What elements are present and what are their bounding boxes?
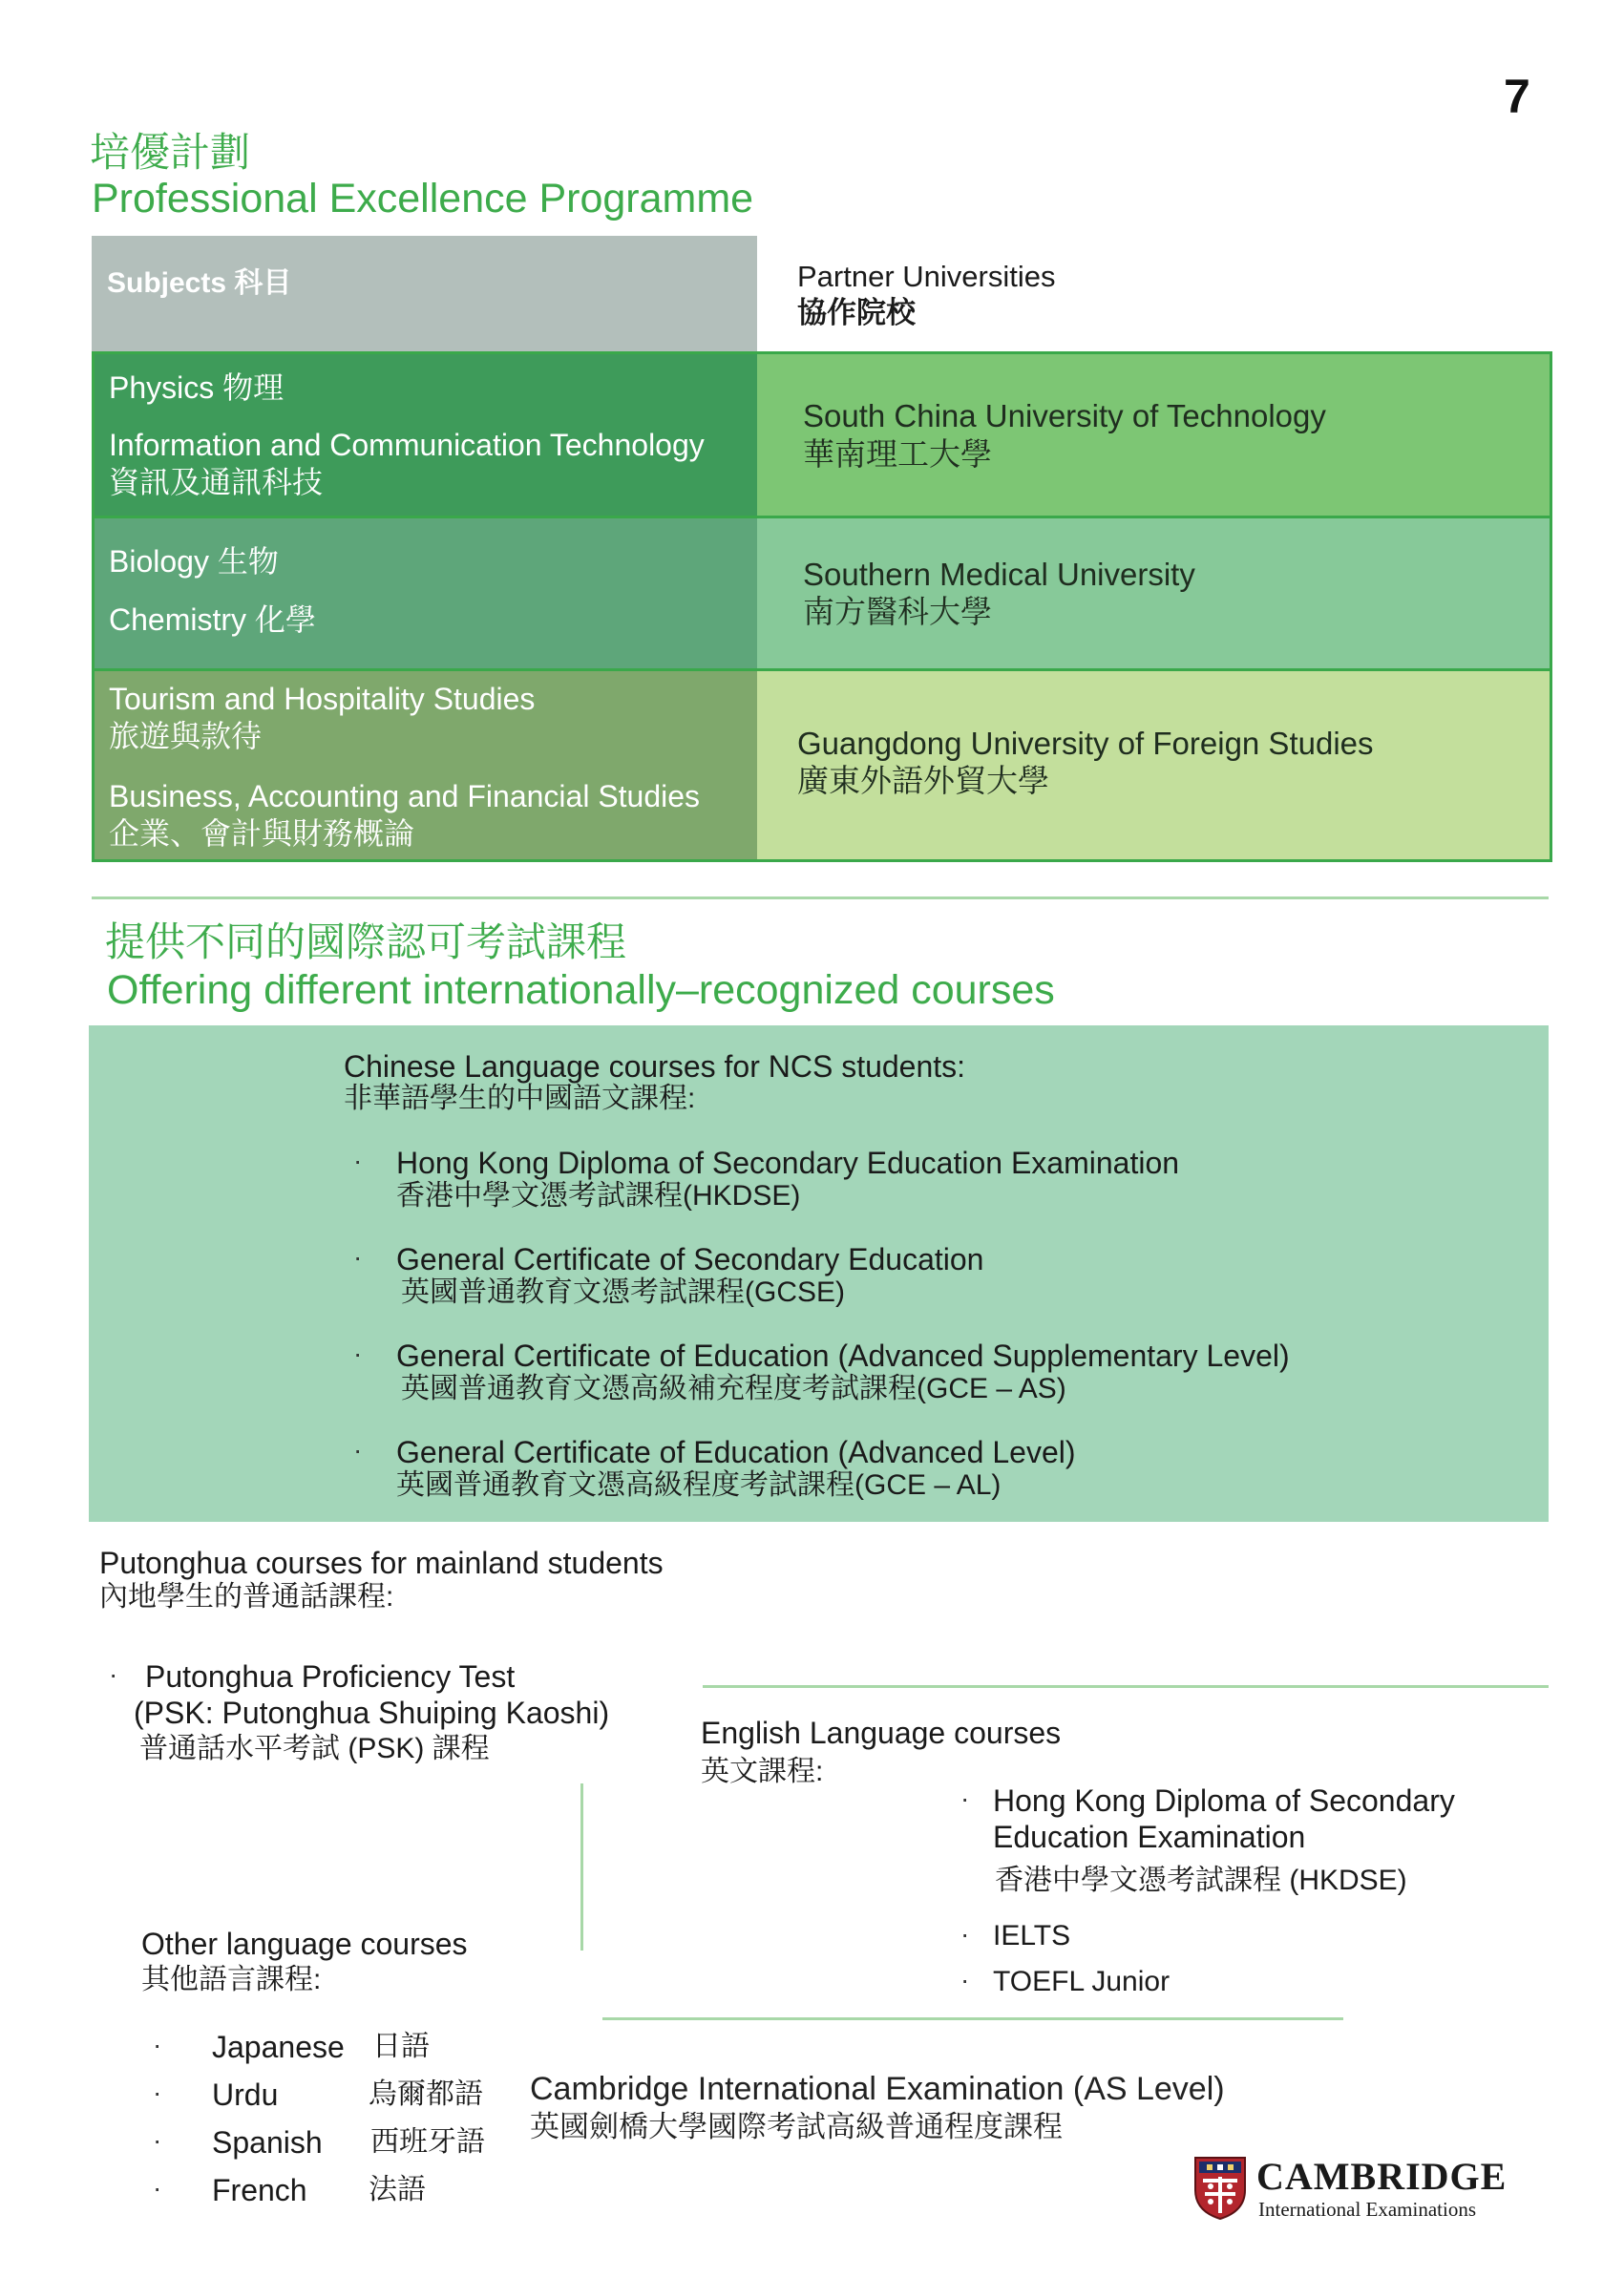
putonghua-heading-zh: 內地學生的普通話課程:	[99, 1581, 394, 1613]
page-number: 7	[1504, 70, 1530, 123]
english-divider	[703, 1685, 1549, 1688]
list-bullet: ·	[960, 1965, 970, 1994]
cambridge-line-zh: 英國劍橋大學國際考試高級普通程度課程	[530, 2110, 1063, 2143]
cambridge-crest-icon	[1193, 2156, 1247, 2221]
row3-university-zh: 廣東外語外貿大學	[797, 763, 1049, 798]
ncs-item-1-zh: 香港中學文憑考試課程(HKDSE)	[396, 1180, 801, 1212]
other-heading-en: Other language courses	[141, 1927, 468, 1961]
english-heading-en: English Language courses	[701, 1716, 1062, 1750]
ncs-heading-zh: 非華語學生的中國語文課程:	[344, 1083, 696, 1114]
courses-title-zh: 提供不同的國際認可考試課程	[105, 918, 627, 965]
other-item-4-zh: 法語	[369, 2174, 426, 2205]
header-partner-zh: 協作院校	[797, 296, 916, 329]
ncs-item-2-en: General Certificate of Secondary Education	[396, 1242, 984, 1276]
pep-title-en: Professional Excellence Programme	[92, 176, 754, 221]
other-item-1-en: Japanese	[212, 2030, 345, 2064]
list-bullet: ·	[353, 1146, 363, 1175]
english-heading-zh: 英文課程:	[701, 1756, 824, 1787]
ncs-heading-en: Chinese Language courses for NCS students:	[344, 1049, 966, 1084]
row2-subject-1: Biology 生物	[109, 544, 279, 579]
row3-subject-1-zh: 旅遊與款待	[109, 719, 263, 753]
other-item-1-zh: 日語	[372, 2031, 430, 2062]
english-item3: TOEFL Junior	[993, 1966, 1171, 1997]
other-item-4-en: French	[212, 2173, 307, 2207]
courses-title-en: Offering different internationally–recognized courses	[107, 967, 1055, 1013]
row1-university-zh: 華南理工大學	[803, 436, 992, 472]
row2-university-en: Southern Medical University	[803, 557, 1195, 592]
ncs-item-4-zh: 英國普通教育文憑高級程度考試課程(GCE – AL)	[396, 1469, 1002, 1501]
other-item-2-en: Urdu	[212, 2078, 279, 2112]
putonghua-item-line2: (PSK: Putonghua Shuiping Kaoshi)	[134, 1696, 610, 1730]
row2-subjects-cell	[92, 518, 757, 671]
cambridge-divider	[602, 2017, 1343, 2020]
header-partner-en: Partner Universities	[797, 260, 1056, 293]
putonghua-heading-en: Putonghua courses for mainland students	[99, 1546, 664, 1580]
other-heading-zh: 其他語言課程:	[141, 1964, 322, 1995]
row3-subject-2: Business, Accounting and Financial Studies	[109, 779, 701, 813]
row3-subject-2-zh: 企業、會計與財務概論	[109, 816, 415, 851]
row1-subjects-cell	[92, 351, 757, 518]
row1-subject-1: Physics 物理	[109, 370, 285, 405]
ncs-item-3-zh: 英國普通教育文憑高級補充程度考試課程(GCE – AS)	[401, 1373, 1066, 1404]
row2-university-cell	[757, 518, 1552, 671]
cambridge-logo-sub: International Examinations	[1258, 2198, 1477, 2221]
row1-university-en: South China University of Technology	[803, 398, 1326, 433]
cambridge-line-en: Cambridge International Examination (AS Level)	[530, 2071, 1225, 2107]
row3-university-cell	[757, 671, 1552, 862]
english-item1-line3: 香港中學文憑考試課程 (HKDSE)	[995, 1865, 1407, 1896]
section-divider	[92, 896, 1549, 899]
ncs-item-4-en: General Certificate of Education (Advanced Level)	[396, 1435, 1076, 1469]
other-item-3-en: Spanish	[212, 2125, 323, 2160]
list-bullet: ·	[153, 2030, 162, 2059]
row2-university-zh: 南方醫科大學	[803, 594, 992, 629]
header-subjects-cell	[92, 236, 757, 351]
english-item1-line2: Education Examination	[993, 1820, 1306, 1854]
putonghua-item-line1: Putonghua Proficiency Test	[145, 1659, 516, 1694]
vertical-divider	[580, 1783, 583, 1951]
list-bullet: ·	[153, 2173, 162, 2203]
list-bullet: ·	[153, 2078, 162, 2107]
list-bullet: ·	[353, 1339, 363, 1368]
ncs-item-3-en: General Certificate of Education (Advanced Supplementary Level)	[396, 1339, 1290, 1373]
header-partner-cell	[757, 236, 1552, 351]
list-bullet: ·	[153, 2125, 162, 2155]
english-item2: IELTS	[993, 1920, 1071, 1951]
row1-subject-2-zh: 資訊及通訊科技	[109, 465, 324, 499]
list-bullet: ·	[960, 1919, 970, 1949]
english-item1-line1: Hong Kong Diploma of Secondary	[993, 1783, 1455, 1818]
row1-subject-2: Information and Communication Technology	[109, 428, 705, 462]
list-bullet: ·	[960, 1783, 970, 1813]
row1-university-cell	[757, 351, 1552, 518]
list-bullet: ·	[109, 1659, 118, 1689]
row2-subject-2: Chemistry 化學	[109, 602, 316, 637]
row3-subjects-cell	[92, 671, 757, 862]
other-item-2-zh: 烏爾都語	[369, 2078, 483, 2110]
header-subjects-label: Subjects 科目	[107, 267, 292, 299]
other-item-3-zh: 西班牙語	[370, 2126, 485, 2158]
row3-subject-1: Tourism and Hospitality Studies	[109, 682, 536, 716]
list-bullet: ·	[353, 1242, 363, 1272]
ncs-item-1-en: Hong Kong Diploma of Secondary Education Examination	[396, 1146, 1180, 1180]
row3-university-en: Guangdong University of Foreign Studies	[797, 726, 1374, 761]
ncs-item-2-zh: 英國普通教育文憑考試課程(GCSE)	[401, 1276, 845, 1308]
list-bullet: ·	[353, 1435, 363, 1465]
pep-title-zh: 培優計劃	[90, 129, 251, 176]
putonghua-item-line3: 普通話水平考試 (PSK) 課程	[139, 1733, 490, 1764]
cambridge-logo-word: CAMBRIDGE	[1256, 2155, 1508, 2198]
